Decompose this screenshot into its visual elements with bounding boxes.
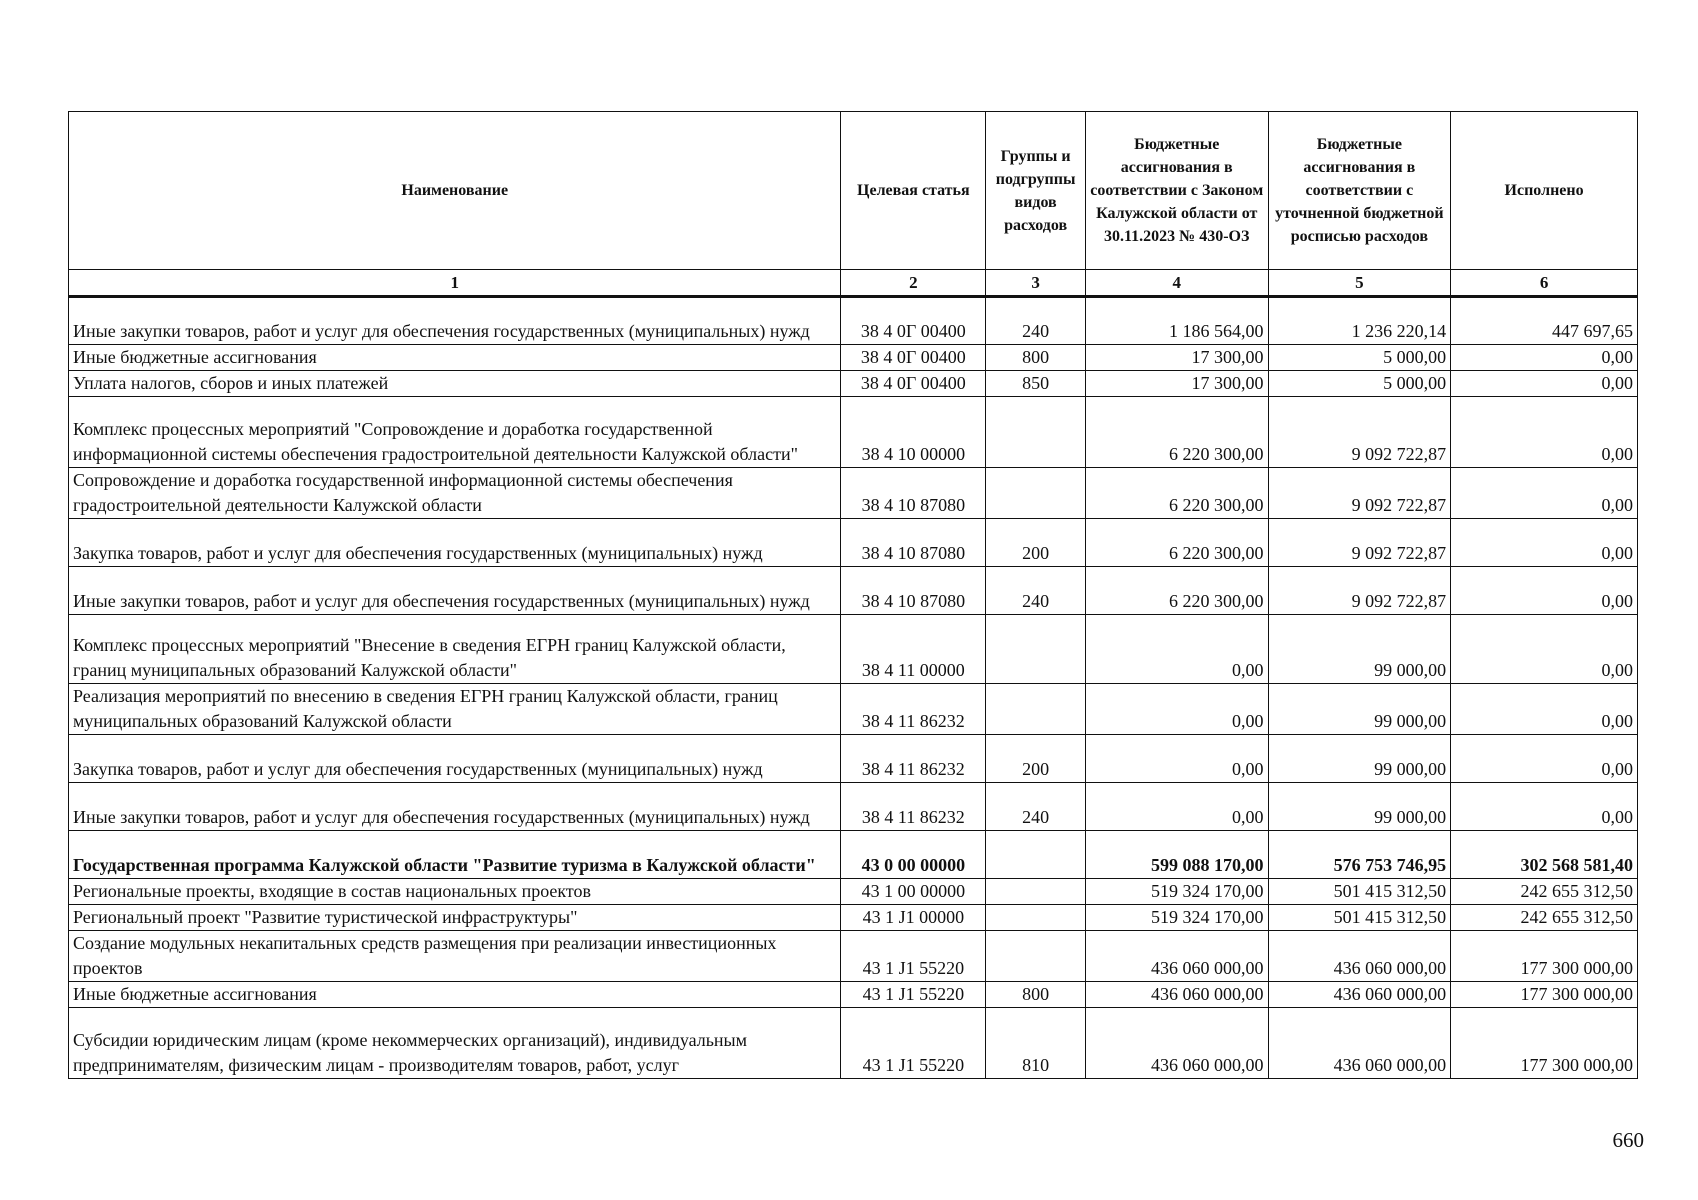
table-row	[69, 831, 1638, 879]
row-code-cell: 38 4 10 87080	[841, 519, 986, 567]
row-code-cell: 43 1 J1 55220	[841, 1008, 986, 1079]
row-name-cell: Закупка товаров, работ и услуг для обеспечения государственных (муниципальных) нужд	[69, 735, 841, 783]
table-row	[69, 684, 1638, 735]
table-row	[69, 519, 1638, 567]
row-code-cell: 38 4 10 87080	[841, 468, 986, 519]
row-code-cell: 43 1 J1 55220	[841, 931, 986, 982]
row-code-cell: 43 1 J1 55220	[841, 982, 986, 1008]
row-group-cell	[986, 831, 1086, 879]
row-done-amount-cell: 0,00	[1451, 615, 1638, 684]
row-refined-amount-cell: 576 753 746,95	[1268, 831, 1451, 879]
row-refined-amount-cell: 501 415 312,50	[1268, 905, 1451, 931]
header-row	[69, 112, 1638, 270]
row-name-cell: Иные закупки товаров, работ и услуг для обеспечения государственных (муниципальных) нужд	[69, 783, 841, 831]
column-number-row	[69, 270, 1638, 297]
row-code-cell: 43 0 00 00000	[841, 831, 986, 879]
row-done-amount-cell: 447 697,65	[1451, 297, 1638, 345]
table-header	[69, 112, 1638, 297]
row-name-cell: Иные бюджетные ассигнования	[69, 345, 841, 371]
row-name-cell: Комплекс процессных мероприятий "Сопровождение и доработка государственной информационной системы обеспечения градостроительной деятельности Калужской области"	[69, 397, 841, 468]
table-row	[69, 615, 1638, 684]
col-number: 4	[1085, 270, 1268, 297]
row-refined-amount-cell: 99 000,00	[1268, 684, 1451, 735]
row-group-cell: 240	[986, 297, 1086, 345]
col-number: 1	[69, 270, 841, 297]
row-name-cell: Реализация мероприятий по внесению в сведения ЕГРН границ Калужской области, границ муниципальных образований Калужской области	[69, 684, 841, 735]
row-code-cell: 43 1 J1 00000	[841, 905, 986, 931]
row-law-amount-cell: 519 324 170,00	[1085, 879, 1268, 905]
row-done-amount-cell: 302 568 581,40	[1451, 831, 1638, 879]
row-refined-amount-cell: 99 000,00	[1268, 615, 1451, 684]
row-group-cell	[986, 931, 1086, 982]
table-row	[69, 397, 1638, 468]
row-name-cell: Иные закупки товаров, работ и услуг для обеспечения государственных (муниципальных) нужд	[69, 297, 841, 345]
row-name-cell: Сопровождение и доработка государственной информационной системы обеспечения градостроительной деятельности Калужской области	[69, 468, 841, 519]
row-group-cell: 240	[986, 567, 1086, 615]
row-group-cell	[986, 879, 1086, 905]
row-done-amount-cell: 0,00	[1451, 684, 1638, 735]
col-number: 2	[841, 270, 986, 297]
col-name-header: Наименование	[69, 112, 841, 270]
table-row	[69, 345, 1638, 371]
row-refined-amount-cell: 436 060 000,00	[1268, 1008, 1451, 1079]
row-code-cell: 38 4 11 86232	[841, 684, 986, 735]
row-refined-amount-cell: 99 000,00	[1268, 783, 1451, 831]
row-group-cell: 200	[986, 735, 1086, 783]
row-code-cell: 43 1 00 00000	[841, 879, 986, 905]
table-row	[69, 371, 1638, 397]
row-law-amount-cell: 599 088 170,00	[1085, 831, 1268, 879]
row-group-cell	[986, 397, 1086, 468]
row-law-amount-cell: 0,00	[1085, 783, 1268, 831]
row-law-amount-cell: 0,00	[1085, 615, 1268, 684]
row-name-cell: Создание модульных некапитальных средств размещения при реализации инвестиционных проектов	[69, 931, 841, 982]
row-done-amount-cell: 0,00	[1451, 468, 1638, 519]
table-row	[69, 735, 1638, 783]
table-row	[69, 783, 1638, 831]
table-row	[69, 879, 1638, 905]
row-name-cell: Закупка товаров, работ и услуг для обеспечения государственных (муниципальных) нужд	[69, 519, 841, 567]
row-done-amount-cell: 177 300 000,00	[1451, 1008, 1638, 1079]
table-body	[69, 297, 1638, 1079]
row-code-cell: 38 4 11 86232	[841, 735, 986, 783]
budget-execution-table	[68, 111, 1638, 1079]
page-number: 660	[1612, 1128, 1644, 1152]
col-code-header: Целевая статья	[841, 112, 986, 270]
row-refined-amount-cell: 436 060 000,00	[1268, 982, 1451, 1008]
table-row	[69, 1008, 1638, 1079]
row-name-cell: Региональные проекты, входящие в состав национальных проектов	[69, 879, 841, 905]
row-done-amount-cell: 177 300 000,00	[1451, 982, 1638, 1008]
row-law-amount-cell: 0,00	[1085, 735, 1268, 783]
row-refined-amount-cell: 501 415 312,50	[1268, 879, 1451, 905]
row-code-cell: 38 4 0Г 00400	[841, 297, 986, 345]
row-group-cell: 810	[986, 1008, 1086, 1079]
row-done-amount-cell: 242 655 312,50	[1451, 879, 1638, 905]
row-code-cell: 38 4 0Г 00400	[841, 371, 986, 397]
col-refined-header: Бюджетные ассигнования в соответствии с уточненной бюджетной росписью расходов	[1268, 112, 1451, 270]
row-group-cell: 850	[986, 371, 1086, 397]
row-name-cell: Иные закупки товаров, работ и услуг для обеспечения государственных (муниципальных) нужд	[69, 567, 841, 615]
row-code-cell: 38 4 11 00000	[841, 615, 986, 684]
row-name-cell: Государственная программа Калужской области "Развитие туризма в Калужской области"	[69, 831, 841, 879]
row-group-cell	[986, 468, 1086, 519]
row-group-cell	[986, 684, 1086, 735]
table-row	[69, 297, 1638, 345]
row-refined-amount-cell: 1 236 220,14	[1268, 297, 1451, 345]
col-number: 6	[1451, 270, 1638, 297]
table-row	[69, 931, 1638, 982]
row-done-amount-cell: 0,00	[1451, 735, 1638, 783]
row-law-amount-cell: 6 220 300,00	[1085, 567, 1268, 615]
col-group-header: Группы и подгруппы видов расходов	[986, 112, 1086, 270]
row-done-amount-cell: 0,00	[1451, 397, 1638, 468]
row-group-cell: 200	[986, 519, 1086, 567]
row-name-cell: Региональный проект "Развитие туристической инфраструктуры"	[69, 905, 841, 931]
table-row	[69, 982, 1638, 1008]
row-law-amount-cell: 436 060 000,00	[1085, 931, 1268, 982]
row-group-cell: 800	[986, 982, 1086, 1008]
row-law-amount-cell: 436 060 000,00	[1085, 1008, 1268, 1079]
row-done-amount-cell: 242 655 312,50	[1451, 905, 1638, 931]
table-row	[69, 905, 1638, 931]
table-row	[69, 567, 1638, 615]
row-done-amount-cell: 0,00	[1451, 519, 1638, 567]
row-law-amount-cell: 17 300,00	[1085, 371, 1268, 397]
row-group-cell: 240	[986, 783, 1086, 831]
row-law-amount-cell: 519 324 170,00	[1085, 905, 1268, 931]
row-refined-amount-cell: 99 000,00	[1268, 735, 1451, 783]
row-law-amount-cell: 17 300,00	[1085, 345, 1268, 371]
row-refined-amount-cell: 436 060 000,00	[1268, 931, 1451, 982]
row-refined-amount-cell: 5 000,00	[1268, 345, 1451, 371]
row-done-amount-cell: 0,00	[1451, 783, 1638, 831]
row-group-cell	[986, 615, 1086, 684]
row-law-amount-cell: 0,00	[1085, 684, 1268, 735]
row-refined-amount-cell: 9 092 722,87	[1268, 468, 1451, 519]
row-refined-amount-cell: 5 000,00	[1268, 371, 1451, 397]
row-done-amount-cell: 0,00	[1451, 345, 1638, 371]
table-row	[69, 468, 1638, 519]
row-code-cell: 38 4 11 86232	[841, 783, 986, 831]
col-number: 5	[1268, 270, 1451, 297]
row-law-amount-cell: 6 220 300,00	[1085, 519, 1268, 567]
row-refined-amount-cell: 9 092 722,87	[1268, 567, 1451, 615]
row-name-cell: Комплекс процессных мероприятий "Внесение в сведения ЕГРН границ Калужской области, границ муниципальных образований Калужской области"	[69, 615, 841, 684]
row-done-amount-cell: 177 300 000,00	[1451, 931, 1638, 982]
row-name-cell: Субсидии юридическим лицам (кроме некоммерческих организаций), индивидуальным предпринимателям, физическим лицам - производителям товаров, работ, услуг	[69, 1008, 841, 1079]
row-code-cell: 38 4 0Г 00400	[841, 345, 986, 371]
row-done-amount-cell: 0,00	[1451, 371, 1638, 397]
row-name-cell: Иные бюджетные ассигнования	[69, 982, 841, 1008]
row-refined-amount-cell: 9 092 722,87	[1268, 397, 1451, 468]
row-group-cell	[986, 905, 1086, 931]
row-law-amount-cell: 6 220 300,00	[1085, 468, 1268, 519]
col-law-header: Бюджетные ассигнования в соответствии с Законом Калужской области от 30.11.2023 № 430-ОЗ	[1085, 112, 1268, 270]
row-name-cell: Уплата налогов, сборов и иных платежей	[69, 371, 841, 397]
col-done-header: Исполнено	[1451, 112, 1638, 270]
row-done-amount-cell: 0,00	[1451, 567, 1638, 615]
row-code-cell: 38 4 10 00000	[841, 397, 986, 468]
row-law-amount-cell: 6 220 300,00	[1085, 397, 1268, 468]
row-law-amount-cell: 1 186 564,00	[1085, 297, 1268, 345]
row-code-cell: 38 4 10 87080	[841, 567, 986, 615]
row-group-cell: 800	[986, 345, 1086, 371]
row-refined-amount-cell: 9 092 722,87	[1268, 519, 1451, 567]
row-law-amount-cell: 436 060 000,00	[1085, 982, 1268, 1008]
col-number: 3	[986, 270, 1086, 297]
